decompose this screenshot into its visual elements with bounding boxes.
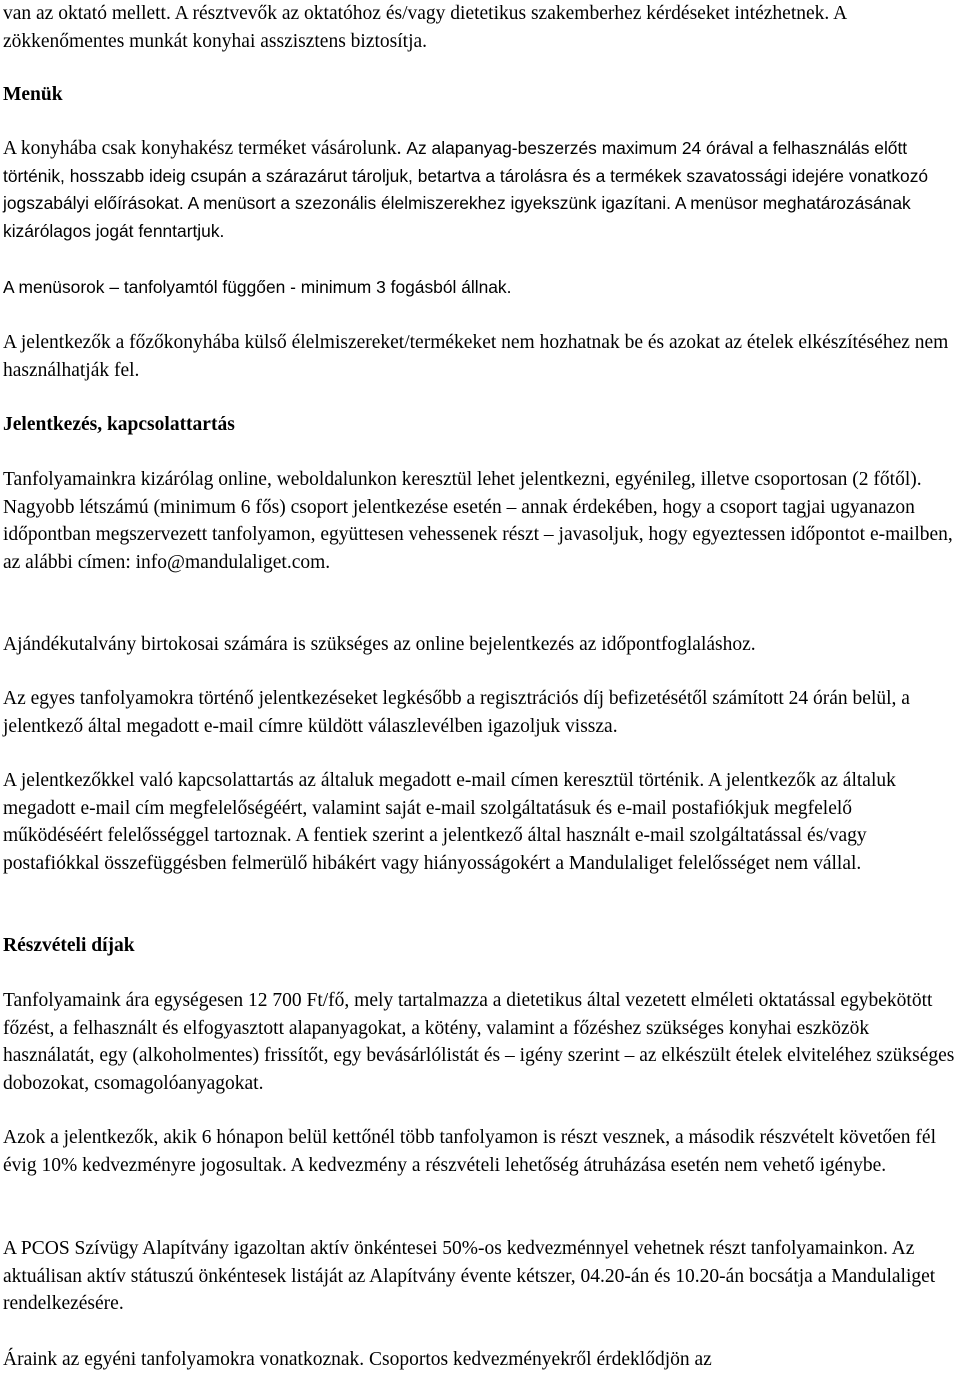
paragraph-confirmation: Az egyes tanfolyamokra történő jelentkezéseket legkésőbb a regisztrációs díj befizetésétől számított 24 órán belül, a jelentkező által megadott e-mail címre küldött válaszlevélben igazoljuk vissza. — [3, 688, 910, 737]
sentence-menu-sourcing: Az alapanyag-beszerzés maximum 24 órával a felhasználás előtt történik, hosszabb ideig csupán a szárazárut tároljuk, betartva a tárolásra és a termékek szavatossági idejére vonatkozó jogszabályi előírásokat. A menüsort a szezonális élelmiszerekhez igyekszünk igazítani. A menüsor meghatározásának kizárólagos jogát fenntartjuk. — [3, 138, 929, 241]
paragraph-menu-purchase — [3, 135, 955, 245]
paragraph-pcos-discount: A PCOS Szívügy Alapítvány igazoltan aktív önkéntesei 50%-os kedvezménnyel vehetnek részt tanfolyamainkon. Az aktuálisan aktív státuszú önkéntesek listáját az Alapítvány évente kétszer, 04.20-án és 10.20-án bocsátja a Mandulaliget rendelkezésére. — [3, 1238, 936, 1314]
paragraph-discount: Azok a jelentkezők, akik 6 hónapon belül kettőnél több tanfolyamon is részt vesznek, a második részvételt követően fél évig 10% kedvezményre jogosultak. A kedvezmény a részvételi lehetőség átruházása esetén nem vehető igénybe. — [3, 1127, 937, 1176]
heading-jelentkezes: Jelentkezés, kapcsolattartás — [3, 414, 235, 435]
paragraph-intro: van az oktató mellett. A résztvevők az oktatóhoz és/vagy dietetikus szakemberhez kérdéseket intézhetnek. A zökkenőmentes munkát konyhai asszisztens biztosítja. — [3, 3, 847, 52]
paragraph-menu-courses: A menüsorok – tanfolyamtól függően - minimum 3 fogásból állnak. — [3, 277, 512, 297]
heading-menuk: Menük — [3, 84, 63, 105]
paragraph-menu-external-food: A jelentkezők a főzőkonyhába külső élelmiszereket/termékeket nem hozhatnak be és azokat az ételek elkészítéséhez nem használhatják fel. — [3, 332, 949, 381]
paragraph-gift-voucher: Ajándékutalvány birtokosai számára is szükséges az online bejelentkezés az időpontfoglaláshoz. — [3, 634, 756, 655]
paragraph-group-discount: Áraink az egyéni tanfolyamokra vonatkoznak. Csoportos kedvezményekről érdeklődjön az — [3, 1349, 712, 1370]
sentence-menu-purchase: A konyhába csak konyhakész terméket vásárolunk. — [3, 138, 402, 159]
paragraph-fee: Tanfolyamaink ára egységesen 12 700 Ft/fő, mely tartalmazza a dietetikus által vezetett elméleti oktatással egybekötött főzést, a felhasznált és elfogyasztott alapanyagokat, a kötény, valamint a főzéshez szükséges konyhai eszközök használatát, egy (alkoholmentes) frissítőt, egy bevásárlólistát és – igény szerint – az elkészült ételek elviteléhez szükséges dobozokat, csomagolóanyagokat. — [3, 990, 955, 1094]
paragraph-contact: A jelentkezőkkel való kapcsolattartás az általuk megadott e-mail címen keresztül történik. A jelentkezők az általuk megadott e-mail cím megfelelőségéért, valamint saját e-mail szolgáltatásuk és e-mail postafiókjuk megfelelő működéséért felelősséggel tartoznak. A fentiek szerint a jelentkező által használt e-mail szolgáltatással és/vagy postafiókkal összefüggésben felmerülő hibákért vagy hiányosságokért a Mandulaliget felelősséget nem vállal. — [3, 770, 896, 874]
heading-reszveteli-dijak: Részvételi díjak — [3, 935, 135, 956]
paragraph-registration-online: Tanfolyamainkra kizárólag online, weboldalunkon keresztül lehet jelentkezni, egyénileg, illetve csoportosan (2 főtől). Nagyobb létszámú (minimum 6 fős) csoport jelentkezése esetén – annak érdekében, hogy a csoport tagjai ugyanazon időpontban megszervezett tanfolyamon, együttesen vehessenek részt – javasoljuk, hogy egyeztessen időpontot e-mailben, az alábbi címen: info@mandulaliget.com. — [3, 469, 953, 573]
